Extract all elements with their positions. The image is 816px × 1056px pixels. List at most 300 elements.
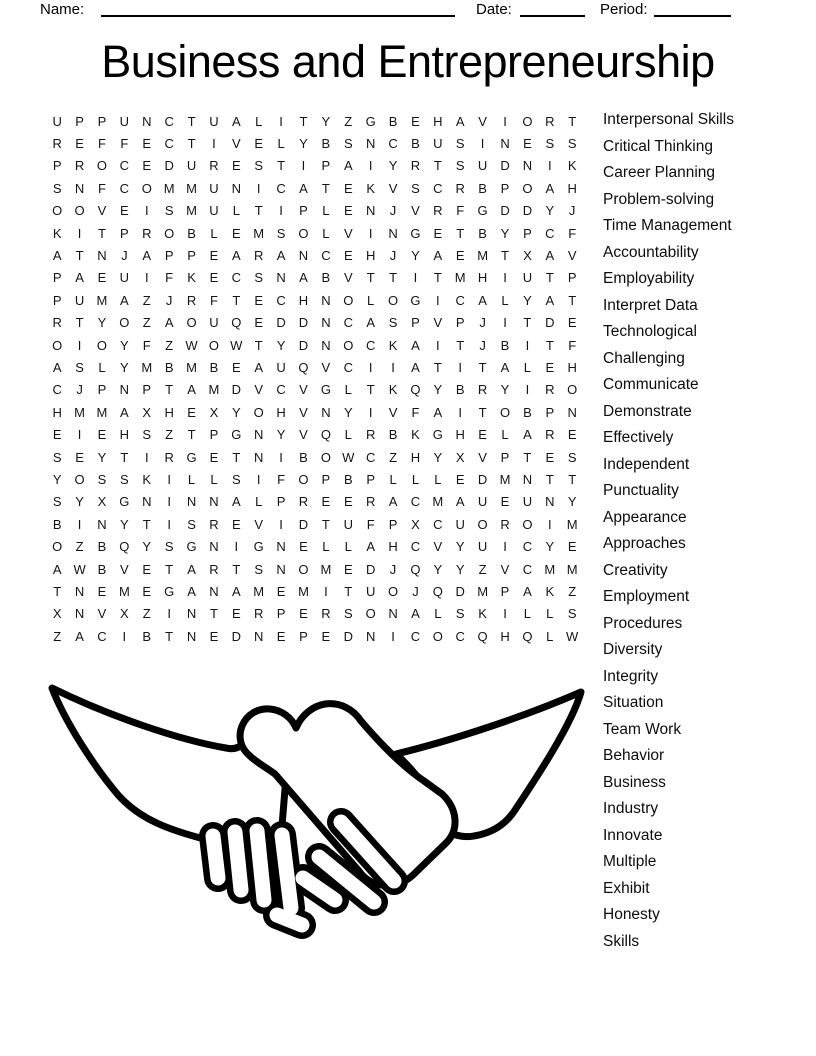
word-list-item: Demonstrate	[603, 402, 692, 420]
grid-cell: V	[299, 427, 308, 443]
word-list-item: Interpret Data	[603, 296, 698, 314]
grid-cell: Y	[142, 539, 152, 555]
grid-cell: I	[77, 516, 82, 532]
grid-cell: B	[97, 539, 107, 555]
grid-cell: L	[255, 113, 263, 129]
grid-cell: I	[368, 359, 373, 375]
grid-cell: O	[320, 449, 331, 465]
grid-cell: I	[234, 539, 239, 555]
grid-cell: V	[343, 270, 353, 286]
grid-cell: E	[254, 315, 264, 331]
grid-cell: O	[477, 516, 488, 532]
grid-cell: B	[455, 382, 465, 398]
grid-cell: N	[209, 494, 219, 510]
grid-cell: B	[321, 270, 331, 286]
grid-cell: A	[120, 292, 129, 308]
grid-cell: N	[74, 180, 85, 196]
word-list-item: Behavior	[603, 747, 665, 764]
grid-cell: H	[567, 359, 577, 375]
name-blank-line	[101, 15, 455, 17]
grid-cell: B	[52, 516, 62, 532]
grid-cell: T	[456, 225, 465, 241]
grid-cell: L	[523, 606, 532, 622]
grid-cell: T	[75, 248, 84, 264]
grid-cell: N	[276, 270, 286, 286]
grid-cell: O	[567, 382, 578, 398]
grid-cell: R	[455, 180, 465, 196]
grid-cell: Y	[52, 471, 62, 487]
grid-cell: U	[119, 270, 130, 286]
grid-cell: O	[164, 225, 175, 241]
grid-cell: N	[388, 606, 398, 622]
grid-cell: Y	[500, 225, 510, 241]
grid-cell: A	[52, 359, 62, 375]
grid-cell: Z	[142, 606, 151, 622]
word-list-item: Creativity	[603, 561, 668, 579]
grid-cell: T	[53, 583, 62, 599]
grid-cell: Z	[389, 449, 398, 465]
grid-cell: V	[388, 180, 398, 196]
grid-cell: C	[97, 628, 107, 644]
grid-cell: K	[545, 583, 555, 599]
grid-cell: A	[231, 248, 241, 264]
grid-cell: T	[98, 225, 106, 241]
grid-cell: T	[142, 516, 151, 532]
grid-cell: Y	[299, 136, 308, 152]
grid-cell: T	[366, 382, 375, 398]
word-search-grid	[46, 110, 583, 647]
grid-cell: K	[52, 225, 62, 241]
grid-cell: T	[299, 113, 308, 129]
grid-cell: J	[389, 561, 397, 577]
grid-cell: Y	[343, 404, 353, 420]
grid-cell: R	[545, 382, 555, 398]
grid-cell: F	[277, 471, 286, 487]
grid-cell: H	[433, 113, 443, 129]
word-list-item: Time Management	[603, 217, 732, 234]
grid-cell: C	[433, 516, 443, 532]
grid-cell: L	[187, 471, 196, 487]
grid-cell: T	[232, 292, 241, 308]
grid-cell: A	[142, 248, 152, 264]
grid-cell: N	[276, 539, 286, 555]
grid-cell: P	[523, 225, 532, 241]
grid-cell: N	[119, 382, 130, 398]
grid-cell: P	[455, 315, 465, 331]
grid-cell: I	[436, 292, 440, 308]
grid-cell: M	[208, 382, 220, 398]
grid-cell: J	[389, 248, 397, 264]
grid-cell: G	[477, 203, 488, 219]
grid-cell: N	[142, 494, 152, 510]
grid-cell: U	[365, 583, 376, 599]
grid-cell: Q	[119, 539, 130, 555]
grid-cell: Q	[231, 315, 242, 331]
grid-cell: A	[231, 113, 241, 129]
grid-cell: C	[410, 628, 421, 644]
grid-cell: A	[276, 248, 286, 264]
grid-cell: E	[209, 270, 219, 286]
grid-cell: C	[164, 113, 174, 129]
grid-cell: U	[477, 494, 488, 510]
word-list-item: Technological	[603, 323, 697, 340]
grid-cell: Z	[568, 583, 577, 599]
grid-cell: M	[320, 561, 332, 577]
grid-cell: M	[566, 516, 578, 532]
grid-cell: M	[499, 471, 511, 487]
grid-cell: X	[411, 516, 420, 532]
grid-cell: Y	[523, 292, 532, 308]
grid-cell: Z	[53, 628, 62, 644]
grid-cell: B	[209, 359, 219, 375]
grid-cell: T	[165, 628, 174, 644]
grid-cell: T	[165, 561, 174, 577]
grid-cell: T	[165, 382, 174, 398]
grid-cell: O	[96, 158, 108, 174]
grid-cell: A	[366, 315, 375, 331]
grid-cell: P	[120, 225, 129, 241]
grid-cell: G	[253, 539, 264, 555]
grid-cell: A	[299, 180, 308, 196]
grid-cell: E	[209, 449, 219, 465]
grid-cell: S	[455, 606, 465, 622]
grid-cell: C	[410, 494, 421, 510]
grid-cell: A	[366, 539, 375, 555]
grid-cell: I	[458, 404, 463, 420]
grid-cell: F	[568, 225, 577, 241]
grid-cell: L	[344, 382, 352, 398]
grid-cell: P	[97, 113, 107, 129]
grid-cell: U	[209, 180, 219, 196]
grid-cell: P	[500, 449, 510, 465]
grid-cell: G	[186, 539, 197, 555]
grid-cell: O	[74, 203, 85, 219]
grid-cell: S	[254, 270, 264, 286]
grid-cell: V	[231, 136, 241, 152]
grid-cell: F	[98, 180, 106, 196]
grid-cell: T	[344, 583, 353, 599]
grid-cell: A	[52, 248, 62, 264]
grid-cell: P	[321, 471, 331, 487]
grid-cell: T	[209, 606, 218, 622]
grid-cell: R	[142, 225, 152, 241]
grid-cell: E	[343, 494, 353, 510]
grid-cell: M	[298, 583, 309, 599]
grid-cell: P	[52, 292, 62, 308]
grid-cell: U	[343, 516, 353, 532]
grid-cell: M	[186, 180, 197, 196]
grid-cell: F	[209, 292, 218, 308]
word-list-item: Skills	[603, 932, 640, 950]
grid-cell: S	[411, 180, 420, 196]
grid-cell: P	[97, 382, 107, 398]
grid-cell: T	[433, 158, 442, 174]
grid-cell: X	[523, 248, 532, 264]
grid-cell: A	[187, 583, 196, 599]
word-list-item: Situation	[603, 694, 664, 711]
grid-cell: S	[455, 136, 465, 152]
grid-cell: N	[186, 606, 197, 622]
grid-cell: O	[499, 404, 511, 420]
grid-cell: Y	[455, 539, 465, 555]
grid-cell: A	[411, 359, 420, 375]
grid-cell: B	[411, 136, 420, 152]
grid-cell: V	[343, 225, 353, 241]
grid-cell: J	[479, 315, 486, 331]
grid-cell: L	[546, 628, 554, 644]
grid-cell: N	[500, 136, 510, 152]
grid-cell: I	[77, 337, 82, 353]
grid-cell: D	[298, 337, 309, 353]
grid-cell: I	[525, 382, 530, 398]
grid-cell: M	[432, 494, 444, 510]
grid-cell: U	[276, 359, 286, 375]
grid-cell: K	[142, 471, 152, 487]
word-list-item: Approaches	[603, 535, 686, 552]
grid-cell: W	[73, 561, 86, 577]
grid-cell: S	[231, 471, 241, 487]
grid-cell: T	[568, 292, 577, 308]
grid-cell: L	[434, 471, 442, 487]
grid-cell: N	[365, 203, 376, 219]
grid-cell: I	[368, 158, 373, 174]
date-blank-line	[520, 15, 585, 17]
grid-cell: Y	[120, 516, 129, 532]
grid-cell: E	[97, 583, 107, 599]
grid-cell: M	[118, 583, 130, 599]
grid-cell: U	[209, 315, 219, 331]
grid-cell: Z	[142, 292, 151, 308]
grid-cell: E	[545, 449, 555, 465]
grid-cell: Y	[75, 494, 84, 510]
grid-cell: P	[187, 248, 196, 264]
grid-cell: U	[209, 113, 219, 129]
grid-cell: I	[167, 516, 171, 532]
word-list-item: Procedures	[603, 614, 683, 632]
grid-cell: D	[545, 315, 555, 331]
grid-cell: V	[120, 561, 129, 577]
grid-cell: E	[187, 404, 196, 420]
grid-cell: I	[547, 516, 552, 532]
word-list-item: Problem-solving	[603, 190, 715, 208]
grid-cell: N	[276, 561, 286, 577]
grid-cell: A	[455, 113, 465, 129]
grid-cell: C	[119, 158, 130, 174]
grid-cell: E	[231, 158, 241, 174]
grid-cell: F	[568, 337, 577, 353]
grid-cell: O	[52, 337, 63, 353]
grid-cell: S	[164, 203, 174, 219]
grid-cell: E	[411, 113, 420, 129]
grid-cell: V	[254, 516, 264, 532]
grid-cell: J	[165, 292, 173, 308]
grid-cell: H	[567, 180, 577, 196]
grid-cell: E	[97, 270, 107, 286]
grid-cell: L	[367, 292, 375, 308]
grid-cell: Y	[433, 449, 443, 465]
grid-cell: E	[142, 561, 152, 577]
grid-cell: Q	[432, 583, 443, 599]
grid-cell: B	[478, 225, 487, 241]
grid-cell: A	[545, 180, 555, 196]
grid-cell: O	[186, 315, 197, 331]
grid-cell: C	[276, 382, 286, 398]
grid-cell: Z	[344, 113, 353, 129]
grid-cell: V	[500, 561, 510, 577]
grid-cell: C	[410, 539, 421, 555]
grid-cell: H	[365, 248, 376, 264]
grid-cell: A	[299, 270, 308, 286]
grid-cell: S	[455, 158, 465, 174]
grid-cell: I	[279, 516, 283, 532]
grid-cell: Y	[231, 404, 241, 420]
grid-cell: T	[254, 203, 263, 219]
grid-cell: J	[479, 337, 486, 353]
grid-cell: D	[365, 561, 376, 577]
grid-cell: O	[96, 337, 108, 353]
grid-cell: L	[322, 203, 330, 219]
grid-cell: C	[119, 180, 130, 196]
grid-cell: E	[254, 292, 264, 308]
grid-cell: E	[343, 203, 353, 219]
grid-cell: P	[388, 516, 398, 532]
grid-cell: O	[141, 180, 152, 196]
grid-cell: W	[342, 449, 355, 465]
grid-cell: F	[120, 136, 129, 152]
grid-cell: F	[456, 203, 465, 219]
grid-cell: M	[163, 180, 175, 196]
grid-cell: Y	[388, 158, 398, 174]
grid-cell: I	[279, 449, 283, 465]
grid-cell: E	[567, 315, 577, 331]
grid-cell: M	[544, 561, 556, 577]
grid-cell: B	[523, 404, 532, 420]
grid-cell: L	[322, 225, 330, 241]
grid-cell: A	[523, 583, 532, 599]
grid-cell: I	[256, 471, 261, 487]
grid-cell: U	[119, 113, 130, 129]
grid-cell: R	[365, 427, 376, 443]
grid-cell: N	[321, 404, 331, 420]
word-list-item: Exhibit	[603, 879, 650, 897]
grid-cell: P	[299, 203, 308, 219]
grid-cell: R	[545, 113, 555, 129]
grid-cell: T	[568, 113, 577, 129]
grid-cell: D	[522, 203, 533, 219]
grid-cell: G	[432, 427, 443, 443]
grid-cell: K	[366, 180, 375, 196]
grid-cell: I	[368, 404, 373, 420]
grid-cell: S	[567, 449, 577, 465]
grid-cell: E	[75, 449, 84, 465]
grid-cell: N	[254, 427, 264, 443]
grid-cell: G	[119, 494, 130, 510]
grid-cell: D	[298, 315, 309, 331]
grid-cell: T	[187, 136, 196, 152]
grid-cell: S	[164, 539, 174, 555]
grid-cell: P	[276, 606, 286, 622]
word-list-item: Innovate	[603, 826, 663, 844]
grid-cell: C	[164, 136, 174, 152]
grid-cell: E	[142, 583, 152, 599]
grid-cell: L	[546, 606, 554, 622]
grid-cell: E	[231, 606, 241, 622]
grid-cell: R	[298, 494, 309, 510]
grid-cell: O	[522, 516, 533, 532]
grid-cell: K	[388, 337, 398, 353]
grid-cell: P	[75, 113, 84, 129]
word-list-item: Employment	[603, 588, 690, 605]
grid-cell: M	[96, 404, 108, 420]
grid-cell: Y	[567, 494, 577, 510]
grid-cell: A	[545, 292, 555, 308]
grid-cell: I	[391, 359, 395, 375]
grid-cell: T	[478, 359, 487, 375]
grid-cell: V	[299, 382, 308, 398]
grid-cell: A	[187, 382, 196, 398]
grid-cell: O	[119, 315, 130, 331]
grid-cell: O	[298, 225, 309, 241]
grid-cell: E	[545, 359, 555, 375]
grid-cell: E	[567, 539, 577, 555]
grid-cell: F	[142, 337, 151, 353]
word-list	[603, 107, 734, 955]
grid-cell: C	[522, 539, 533, 555]
grid-cell: E	[142, 136, 152, 152]
grid-cell: J	[568, 203, 576, 219]
grid-cell: S	[343, 606, 353, 622]
grid-cell: M	[96, 292, 108, 308]
grid-cell: E	[209, 628, 219, 644]
grid-cell: P	[411, 315, 420, 331]
grid-cell: Y	[276, 337, 286, 353]
grid-cell: O	[343, 337, 354, 353]
grid-cell: T	[523, 449, 532, 465]
grid-cell: V	[411, 203, 420, 219]
grid-cell: T	[321, 516, 330, 532]
grid-cell: S	[254, 158, 264, 174]
grid-cell: I	[279, 203, 283, 219]
grid-cell: Q	[477, 628, 488, 644]
grid-cell: O	[298, 471, 309, 487]
grid-cell: D	[231, 382, 242, 398]
grid-cell: X	[209, 404, 219, 420]
grid-cell: T	[433, 270, 442, 286]
grid-cell: M	[477, 583, 489, 599]
grid-cell: N	[321, 337, 331, 353]
grid-cell: N	[254, 449, 264, 465]
grid-cell: I	[503, 113, 507, 129]
grid-cell: H	[477, 270, 488, 286]
grid-cell: O	[208, 337, 219, 353]
grid-cell: J	[389, 203, 397, 219]
grid-cell: O	[365, 606, 376, 622]
grid-cell: R	[164, 449, 174, 465]
grid-cell: O	[387, 292, 399, 308]
grid-cell: P	[52, 158, 62, 174]
grid-cell: R	[433, 203, 443, 219]
grid-cell: O	[387, 583, 399, 599]
grid-cell: R	[410, 158, 421, 174]
grid-cell: Y	[321, 113, 331, 129]
word-list-item: Communicate	[603, 376, 699, 393]
grid-cell: E	[478, 427, 487, 443]
grid-cell: N	[321, 315, 331, 331]
grid-cell: L	[210, 225, 218, 241]
grid-cell: I	[256, 180, 261, 196]
grid-cell: U	[522, 494, 533, 510]
grid-cell: G	[186, 449, 197, 465]
